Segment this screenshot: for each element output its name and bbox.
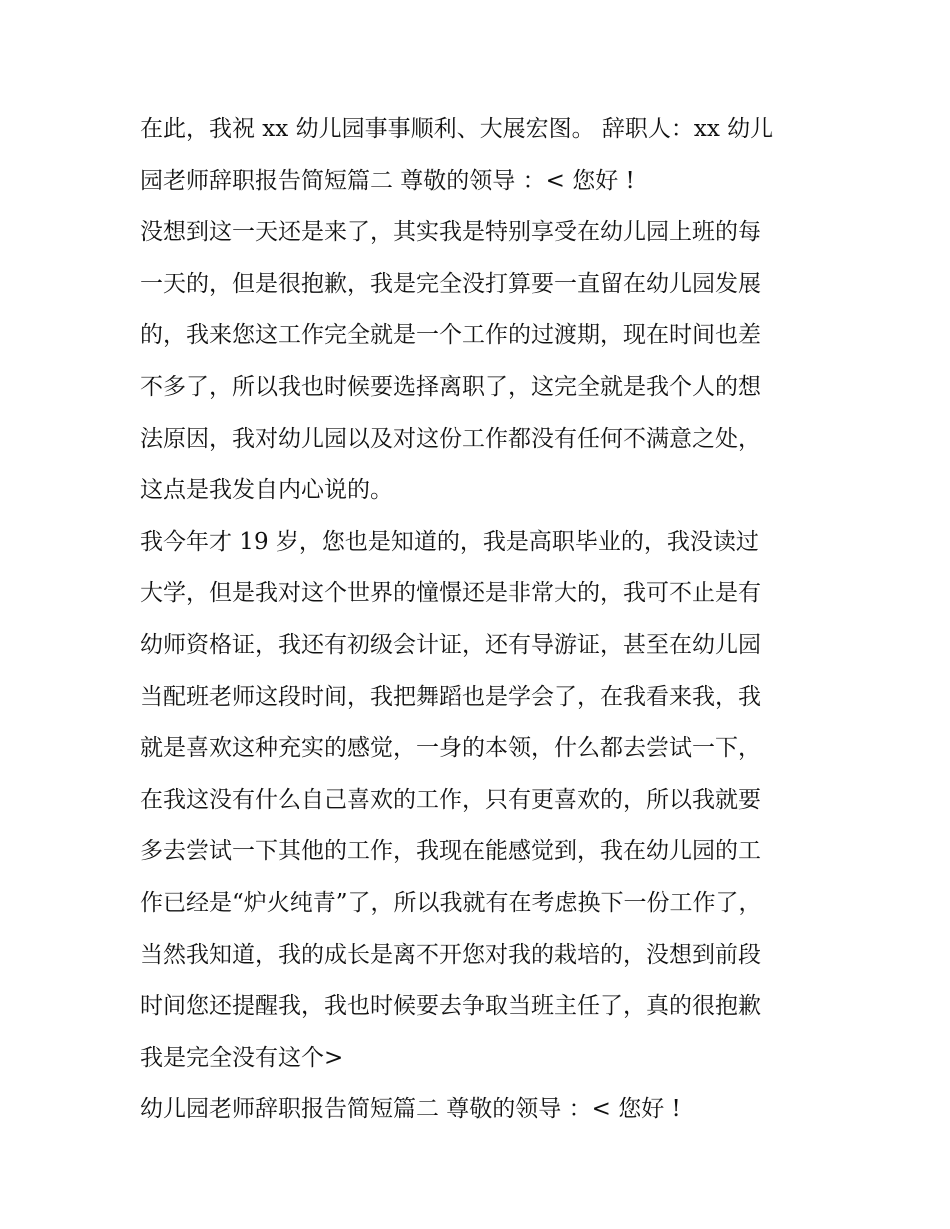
text-line-11: 幼师资格证，我还有初级会计证，还有导游证，甚至在幼儿园 [140, 631, 761, 658]
text-line-13: 就是喜欢这种充实的感觉，一身的本领，什么都去尝试一下， [140, 735, 761, 762]
document-body [140, 104, 820, 1136]
text-line-5: 的，我来您这工作完全就是一个工作的过渡期，现在时间也差 [140, 322, 761, 349]
text-line-8: 这点是我发自内心说的。 [140, 477, 393, 504]
text-line-3: 没想到这一天还是来了，其实我是特别享受在幼儿园上班的每 [140, 219, 761, 246]
text-line-18: 时间您还提醒我，我也时候要去争取当班主任了，真的很抱歉 [140, 993, 761, 1020]
text-line-15: 多去尝试一下其他的工作，我现在能感觉到，我在幼儿园的工 [140, 838, 761, 865]
text-line-12: 当配班老师这段时间，我把舞蹈也是学会了，在我看来我，我 [140, 683, 761, 710]
text-line-16: 作已经是“炉火纯青”了，所以我就有在考虑换下一份工作了， [140, 889, 762, 916]
text-line-2: 园老师辞职报告简短篇二 尊敬的领导 ：< 您好 ! [140, 167, 635, 194]
text-line-20: 幼儿园老师辞职报告简短篇二 尊敬的领导 ：< 您好 ! [140, 1096, 681, 1123]
text-line-1: 在此，我祝 xx 幼儿园事事顺利、大展宏图。 辞职人：xx 幼儿 [140, 116, 774, 142]
text-line-7: 法原因，我对幼儿园以及对这份工作都没有任何不满意之处， [140, 425, 761, 452]
text-line-10: 大学，但是我对这个世界的憧憬还是非常大的，我可不止是有 [140, 580, 761, 607]
text-line-6: 不多了，所以我也时候要选择离职了，这完全就是我个人的想 [140, 373, 761, 400]
text-line-4: 一天的，但是很抱歉，我是完全没打算要一直留在幼儿园发展 [140, 270, 761, 297]
text-line-9: 我今年才 19 岁，您也是知道的，我是高职毕业的，我没读过 [140, 528, 759, 555]
text-line-14: 在我这没有什么自己喜欢的工作，只有更喜欢的，所以我就要 [140, 786, 761, 813]
text-line-19: 我是完全没有这个> [140, 1044, 344, 1071]
text-line-17: 当然我知道，我的成长是离不开您对我的栽培的，没想到前段 [140, 941, 761, 968]
